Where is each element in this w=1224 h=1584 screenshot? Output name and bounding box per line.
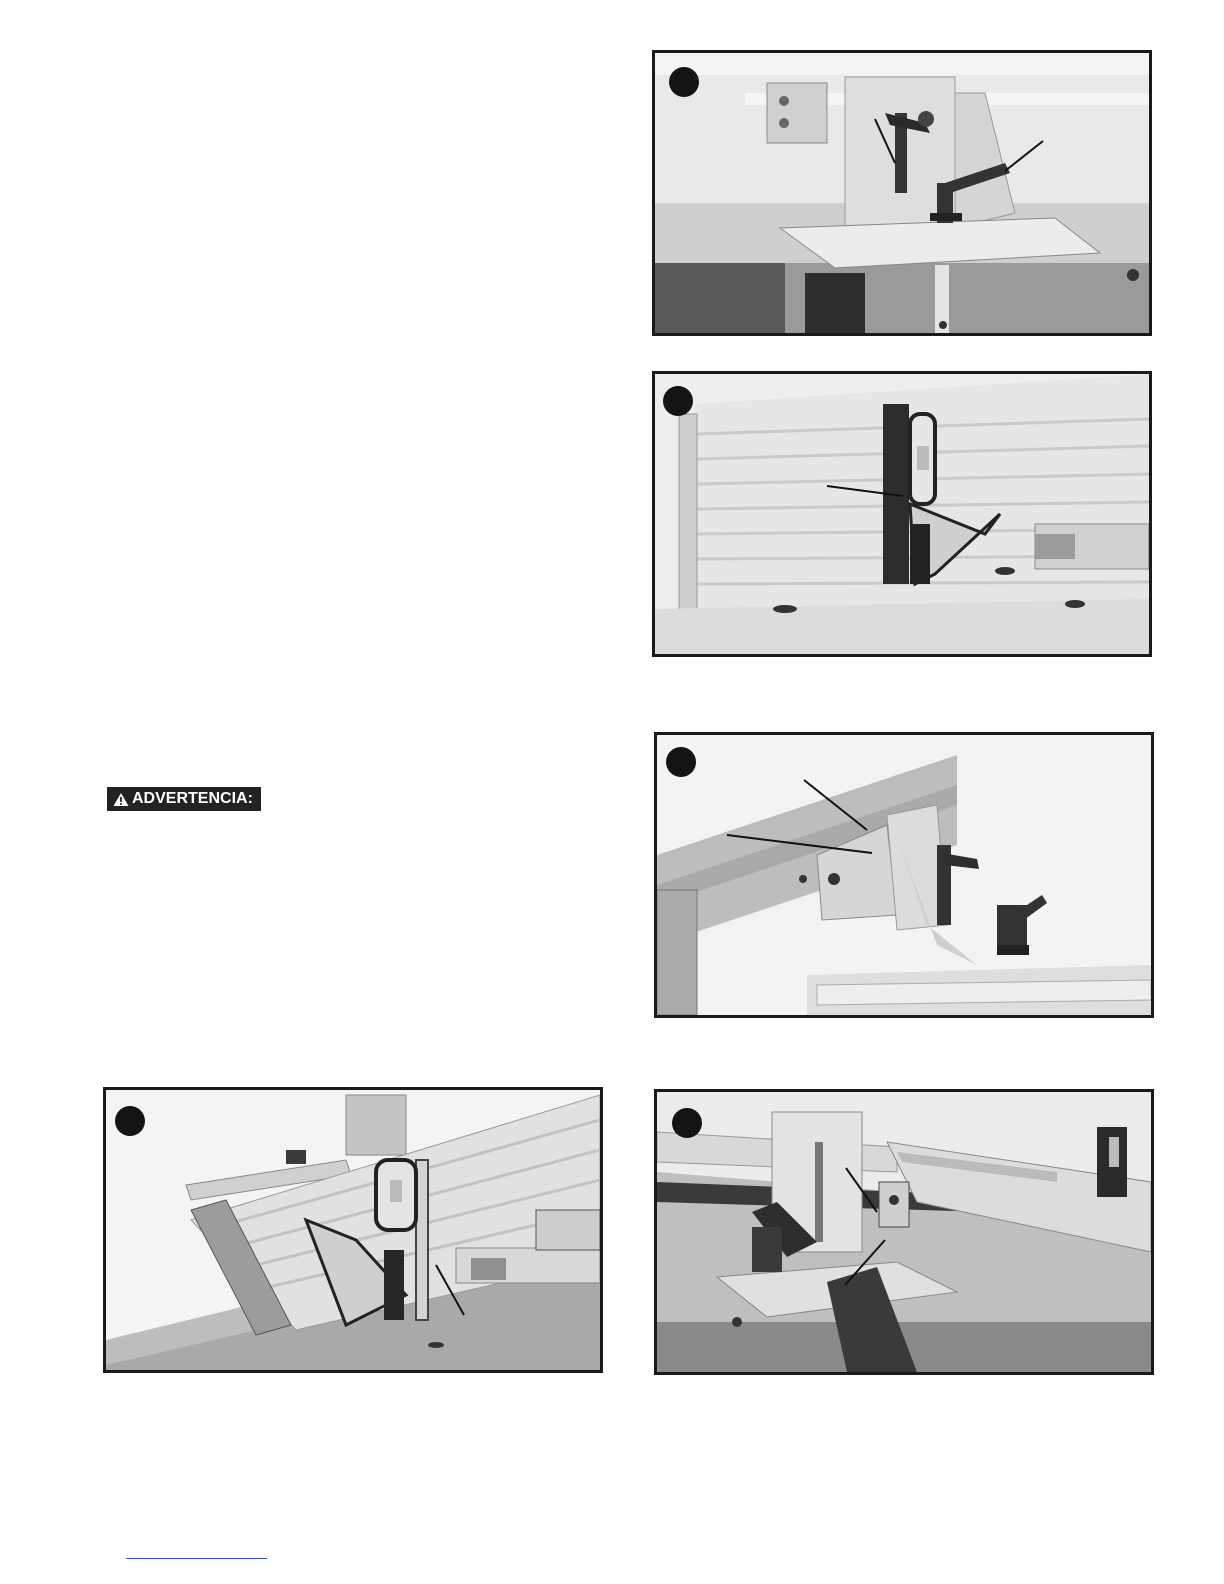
figure-number-badge [115, 1106, 145, 1136]
figure-5 [654, 1089, 1154, 1375]
figure-2-photo [655, 374, 1149, 654]
warning-label [107, 787, 261, 811]
figure-3 [654, 732, 1154, 1018]
figure-number-badge [672, 1108, 702, 1138]
figure-1 [652, 50, 1152, 336]
figure-2 [652, 371, 1152, 657]
figure-4 [103, 1087, 603, 1373]
figure-1-photo [655, 53, 1149, 333]
figure-4-photo [106, 1090, 600, 1370]
figure-number-badge [669, 67, 699, 97]
figure-3-photo [657, 735, 1151, 1015]
figure-5-photo [657, 1092, 1151, 1372]
warning-triangle-icon [113, 792, 129, 807]
footer-rule [126, 1558, 267, 1559]
figure-number-badge [666, 747, 696, 777]
warning-label-text: ADVERTENCIA: [132, 790, 253, 807]
figure-number-badge [663, 386, 693, 416]
